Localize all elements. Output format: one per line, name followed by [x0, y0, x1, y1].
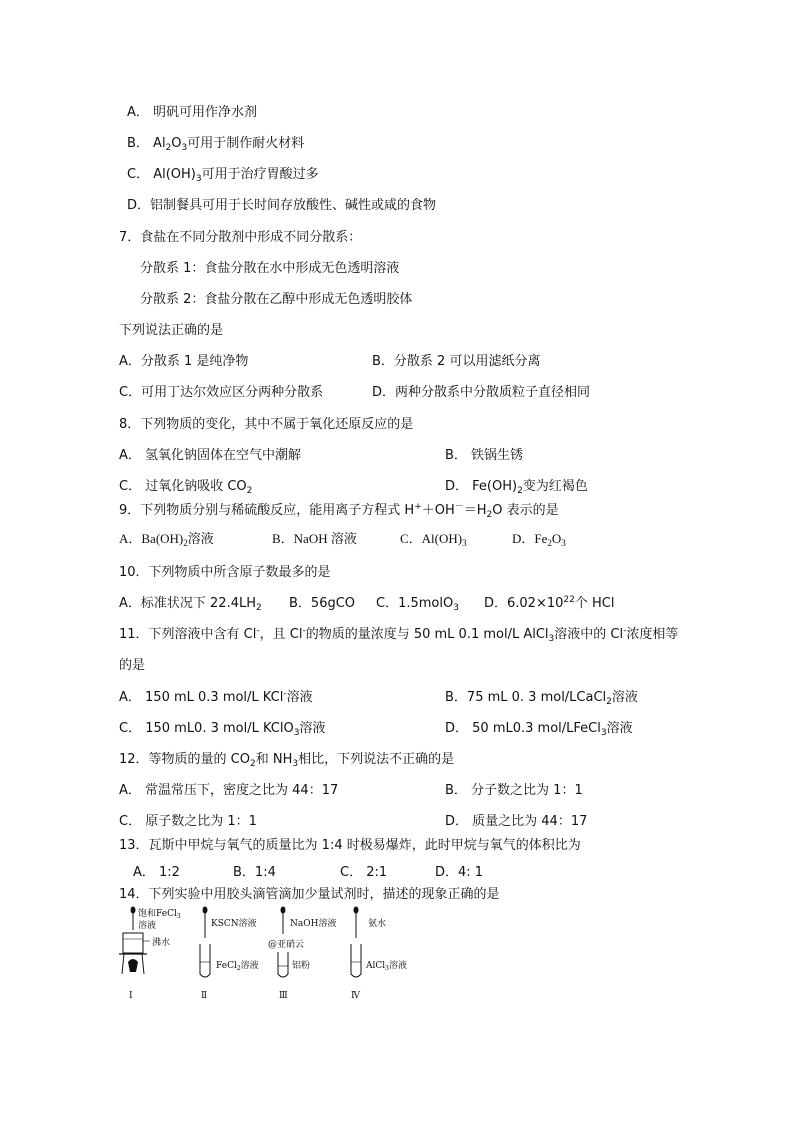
q7-system-1: 分散系 1：食盐分散在水中形成无色透明溶液 — [140, 261, 400, 276]
q9-option-a: A．$Ba(OH)_2$溶液 — [119, 531, 214, 548]
q7-option-b: B．分散系 2 可以用滤纸分离 — [372, 354, 541, 369]
q11-stem-continued: 的是 — [119, 658, 146, 673]
vessel-1-label: 沸水 — [152, 938, 171, 948]
q8-stem: 8．下列物质的变化，其中不属于氧化还原反应的是 — [119, 417, 414, 432]
q12-option-a: A． 常温常压下，密度之比为 44：17 — [119, 783, 339, 798]
q7-option-d: D．两种分散系中分散质粒子直径相同 — [372, 385, 591, 400]
q11-stem: 11．下列溶液中含有 Cl-，且 Cl-的物质的量浓度与 50 mL 0.1 mol/L AlCl$_3$溶液中的 Cl-浓度相等 — [119, 626, 679, 644]
q8-option-d: D． $Fe(OH)_2$变为红褐色 — [445, 479, 588, 496]
q12-option-b: B． 分子数之比为 1：1 — [445, 783, 583, 798]
setup-1 — [119, 907, 181, 1002]
reagent-1-label: 饱和FeCl$_3$ — [138, 909, 181, 920]
setup-2 — [200, 907, 259, 1002]
setup-3 — [268, 907, 336, 1002]
q9-option-d: D．$Fe_2O_3$ — [512, 531, 566, 548]
dropper-bulb-icon — [281, 907, 286, 914]
reagent-3-extra-label: @亚硝云 — [268, 940, 305, 950]
q13-option-c: C． 2:1 — [340, 865, 388, 880]
q10-option-b: B．56gCO — [289, 596, 356, 611]
setup-4-label: Ⅳ — [351, 991, 360, 1001]
reagent-2-label: KSCN溶液 — [211, 919, 257, 929]
q8-option-b: B． 铁锅生锈 — [445, 448, 524, 463]
q10-option-d: D．$6.02\times 10^{22}$个 HCl — [484, 595, 615, 611]
dropper-bulb-icon — [203, 907, 208, 914]
burner-flame-icon — [128, 959, 138, 972]
q6-option-b: B． $Al_2O_3$可用于制作耐火材料 — [127, 136, 305, 153]
q14-experiment-figure — [116, 904, 416, 1004]
q11-option-d: D． 50 mL0.3 mol/LFeCl$_3$溶液 — [445, 721, 633, 738]
q13-option-b: B．1:4 — [233, 865, 276, 880]
q6-option-c: C． $Al(OH)_3$可用于治疗胃酸过多 — [127, 167, 319, 184]
dropper-bulb-icon — [131, 907, 136, 914]
q14-stem: 14．下列实验中用胶头滴管滴加少量试剂时，描述的现象正确的是 — [119, 887, 500, 902]
test-tube-icon — [200, 944, 210, 977]
q11-option-a: A． 150 mL 0.3 mol/L KCl-溶液 — [119, 689, 313, 705]
q8-option-c: C． 过氧化钠吸收 $CO_2$ — [119, 479, 253, 496]
reagent-1-label-2: 溶液 — [138, 921, 157, 931]
q10-option-a: A．标准状况下 $22.4LH_2$ — [119, 596, 262, 613]
vessel-4-label: AlCl$_3$溶液 — [366, 961, 407, 972]
dropper-bulb-icon — [354, 907, 359, 914]
q7-stem: 7．食盐在不同分散剂中形成不同分散系： — [119, 230, 362, 245]
q12-option-c: C． 原子数之比为 1：1 — [119, 814, 257, 829]
q7-question: 下列说法正确的是 — [119, 323, 224, 338]
q6-option-a: A． 明矾可用作净水剂 — [127, 105, 258, 120]
q9-option-b: B．NaOH 溶液 — [272, 531, 357, 546]
setup-3-label: Ⅲ — [279, 991, 288, 1001]
reagent-3-label: NaOH溶液 — [290, 919, 337, 929]
beaker-icon — [123, 933, 143, 953]
q12-stem: 12．等物质的量的 $CO_2$和 $NH_3$相比，下列说法不正确的是 — [119, 752, 455, 769]
q13-option-a: A． 1:2 — [133, 865, 180, 880]
reagent-4-label: 氨水 — [368, 919, 387, 929]
q11-option-b: B．75 mL 0. 3 mol/LCaCl$_2$溶液 — [445, 690, 638, 707]
q11-option-c: C． 150 mL0. 3 mol/L KClO$_3$溶液 — [119, 721, 326, 738]
q10-stem: 10．下列物质中所含原子数最多的是 — [119, 565, 331, 580]
setup-2-label: Ⅱ — [201, 991, 208, 1001]
q13-option-d: D．4: 1 — [435, 865, 484, 880]
q7-option-a: A．分散系 1 是纯净物 — [119, 354, 249, 369]
q6-option-d: D．铝制餐具可用于长时间存放酸性、碱性或咸的食物 — [127, 198, 437, 213]
q9-option-c: C．$Al(OH)_3$ — [400, 531, 467, 548]
vessel-3-label: 铝粉 — [292, 961, 311, 971]
test-tube-icon — [351, 944, 361, 977]
test-tube-icon — [278, 952, 288, 977]
q7-option-c: C．可用丁达尔效应区分两种分散系 — [119, 385, 324, 400]
q9-stem: 9．下列物质分别与稀硫酸反应，能用离子方程式 $H^++OH^-=H_2O$ 表示的是 — [119, 502, 559, 520]
q7-system-2: 分散系 2：食盐分散在乙醇中形成无色透明胶体 — [140, 292, 413, 307]
q10-option-c: C．1.5molO$_3$ — [376, 596, 459, 613]
q13-stem: 13．瓦斯中甲烷与氧气的质量比为 1:4 时极易爆炸，此时甲烷与氧气的体积比为 — [119, 838, 581, 853]
q8-option-a: A． 氢氧化钠固体在空气中潮解 — [119, 448, 302, 463]
setup-1-label: Ⅰ — [129, 991, 133, 1001]
q12-option-d: D． 质量之比为 44：17 — [445, 814, 588, 829]
setup-4 — [351, 907, 407, 1002]
vessel-2-label: FeCl$_2$溶液 — [216, 961, 259, 972]
